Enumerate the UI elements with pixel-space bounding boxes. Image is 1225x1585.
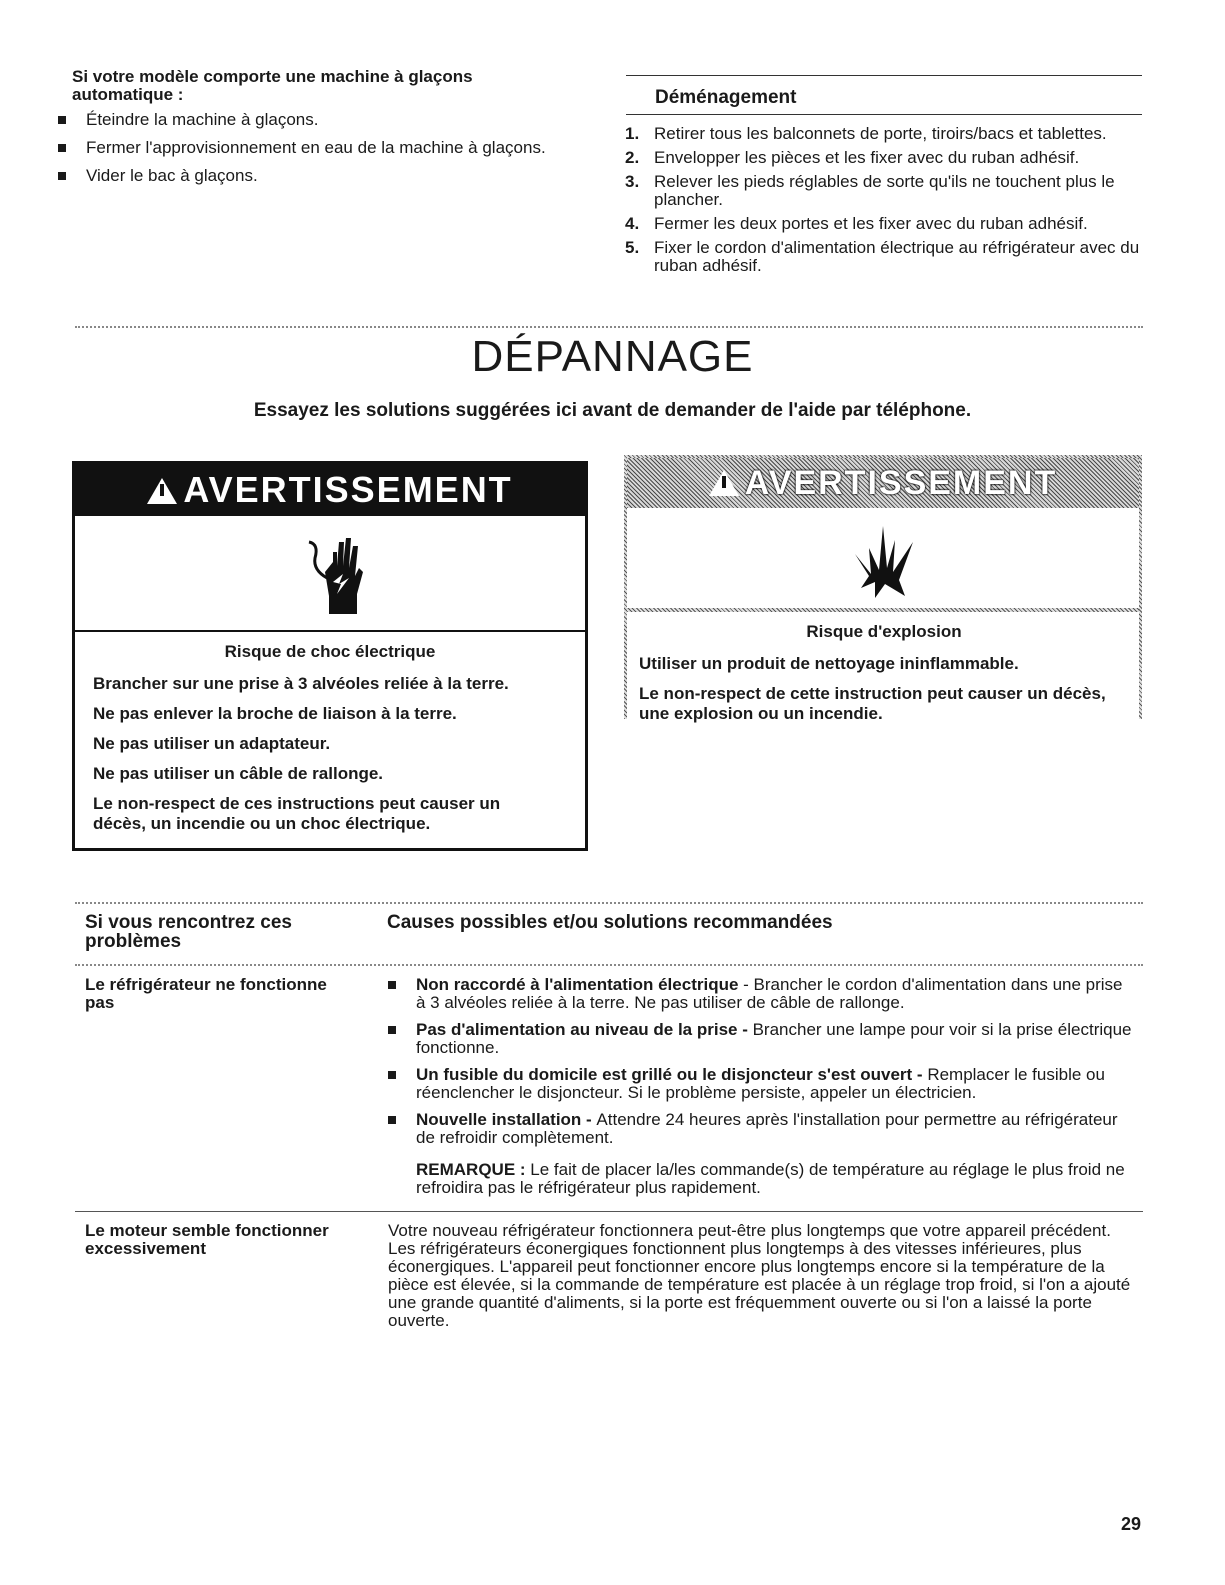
step-number: 2.	[625, 148, 640, 167]
warning-line: Le non-respect de ces instructions peut causer un décès, un incendie ou un choc électrique.	[93, 794, 501, 833]
list-item	[388, 976, 1133, 1012]
step-number: 3.	[625, 172, 640, 191]
ice-maker-list	[58, 110, 598, 194]
row-divider	[75, 1211, 1143, 1212]
problem-label: Le réfrigérateur ne fonctionne pas	[85, 975, 327, 1012]
table-header-rule	[75, 964, 1143, 966]
list-item	[388, 1066, 1133, 1102]
step-text: Retirer tous les balconnets de porte, tiroirs/bacs et tablettes.	[654, 124, 1107, 143]
note-text: Le fait de placer la/les commande(s) de température au réglage le plus froid ne refroidira pas le réfrigérateur plus rapidement.	[416, 1160, 1125, 1197]
list-item	[625, 173, 1145, 209]
step-number: 1.	[625, 124, 640, 143]
warning-triangle-icon	[709, 470, 739, 496]
note	[416, 1161, 1131, 1197]
warning-body	[627, 612, 1139, 723]
warning-header	[75, 464, 585, 516]
section-divider	[75, 326, 1143, 328]
list-item: Éteindre la machine à glaçons.	[58, 110, 598, 130]
cause-text: Brancher une lampe pour voir si la prise électrique fonctionne.	[416, 1020, 1132, 1057]
list-item: Fermer l'approvisionnement en eau de la machine à glaçons.	[58, 138, 598, 158]
cause-title: Un fusible du domicile est grillé ou le disjoncteur s'est ouvert -	[416, 1065, 928, 1084]
note-label: REMARQUE :	[416, 1160, 531, 1179]
table-top-rule	[75, 902, 1143, 904]
explosion-icon	[841, 518, 925, 602]
warning-triangle-icon	[147, 478, 177, 504]
warning-line: Le non-respect de cette instruction peut causer un décès, une explosion ou un incendie.	[639, 684, 1106, 723]
shock-icon-area	[75, 516, 585, 632]
page-subtitle: Essayez les solutions suggérées ici avant de demander de l'aide par téléphone.	[253, 400, 972, 421]
warning-body	[75, 632, 585, 834]
page-number: 29	[1120, 1514, 1141, 1534]
risk-label: Risque de choc électrique	[224, 642, 436, 661]
warning-line: Utiliser un produit de nettoyage ininflammable.	[639, 654, 1019, 673]
table-header-causes: Causes possibles et/ou solutions recommandées	[387, 912, 833, 933]
list-item	[388, 1111, 1133, 1147]
list-item	[625, 149, 1145, 167]
warning-box-shock	[72, 461, 588, 851]
step-text: Fermer les deux portes et les fixer avec du ruban adhésif.	[654, 214, 1088, 233]
step-text: Envelopper les pièces et les fixer avec du ruban adhésif.	[654, 148, 1080, 167]
cause-title: Non raccordé à l'alimentation électrique	[416, 975, 739, 994]
cause-list	[388, 976, 1133, 1156]
cause-title: Nouvelle installation -	[416, 1110, 597, 1129]
ice-maker-heading: Si votre modèle comporte une machine à glaçons automatique :	[72, 67, 473, 104]
cause-text: - Brancher le cordon d'alimentation dans une prise à 3 alvéoles reliée à la terre. Ne pas utiliser de câble de rallonge.	[416, 975, 1123, 1012]
warning-line: Brancher sur une prise à 3 alvéoles reliée à la terre.	[93, 674, 509, 693]
list-item	[388, 1021, 1133, 1057]
explosion-icon-area	[627, 508, 1139, 608]
list-item	[625, 215, 1145, 233]
table-header-problems: Si vous rencontrez ces problèmes	[85, 912, 292, 952]
warning-title: AVERTISSEMENT	[744, 464, 1058, 502]
divider	[626, 75, 1142, 76]
cause-title: Pas d'alimentation au niveau de la prise -	[416, 1020, 753, 1039]
warning-header	[627, 458, 1139, 508]
moving-title: Déménagement	[655, 87, 797, 108]
problem-label: Le moteur semble fonctionner excessivement	[85, 1221, 329, 1258]
step-number: 4.	[625, 214, 640, 233]
divider	[626, 114, 1142, 115]
warning-box-explosion	[624, 455, 1142, 723]
step-text: Relever les pieds réglables de sorte qu'ils ne touchent plus le plancher.	[654, 172, 1115, 209]
moving-steps	[625, 125, 1145, 281]
step-text: Fixer le cordon d'alimentation électrique au réfrigérateur avec du ruban adhésif.	[654, 238, 1140, 275]
list-item: Vider le bac à glaçons.	[58, 166, 598, 186]
warning-line: Ne pas utiliser un câble de rallonge.	[93, 764, 384, 783]
warning-title: AVERTISSEMENT	[183, 469, 513, 510]
cause-text: Remplacer le fusible ou réenclencher le disjoncteur. Si le problème persiste, appeler un électricien.	[416, 1065, 1105, 1102]
list-item	[625, 239, 1145, 275]
warning-line: Ne pas utiliser un adaptateur.	[93, 734, 331, 753]
electric-shock-icon	[303, 522, 367, 622]
page-title: DÉPANNAGE	[471, 332, 754, 381]
cause-text: Votre nouveau réfrigérateur fonctionnera peut-être plus longtemps que votre appareil précédent. Les réfrigérateurs éconergiques fonctionnent plus longtemps à des vitesses inférieures, plus éconergiques. L'appareil peut fonctionner encore plus longtemps encore si la température de la pièce est élevée, si la commande de température est placée à un réglage trop froid, si l'on a ajouté une grande quantité d'aliments, si la porte est fréquemment ouverte ou si l'on a laissé la porte ouverte.	[388, 1221, 1131, 1330]
warning-line: Ne pas enlever la broche de liaison à la terre.	[93, 704, 457, 723]
risk-label: Risque d'explosion	[806, 622, 962, 641]
list-item	[625, 125, 1145, 143]
cause-text: Attendre 24 heures après l'installation pour permettre au réfrigérateur de refroidir complètement.	[416, 1110, 1118, 1147]
step-number: 5.	[625, 238, 640, 257]
